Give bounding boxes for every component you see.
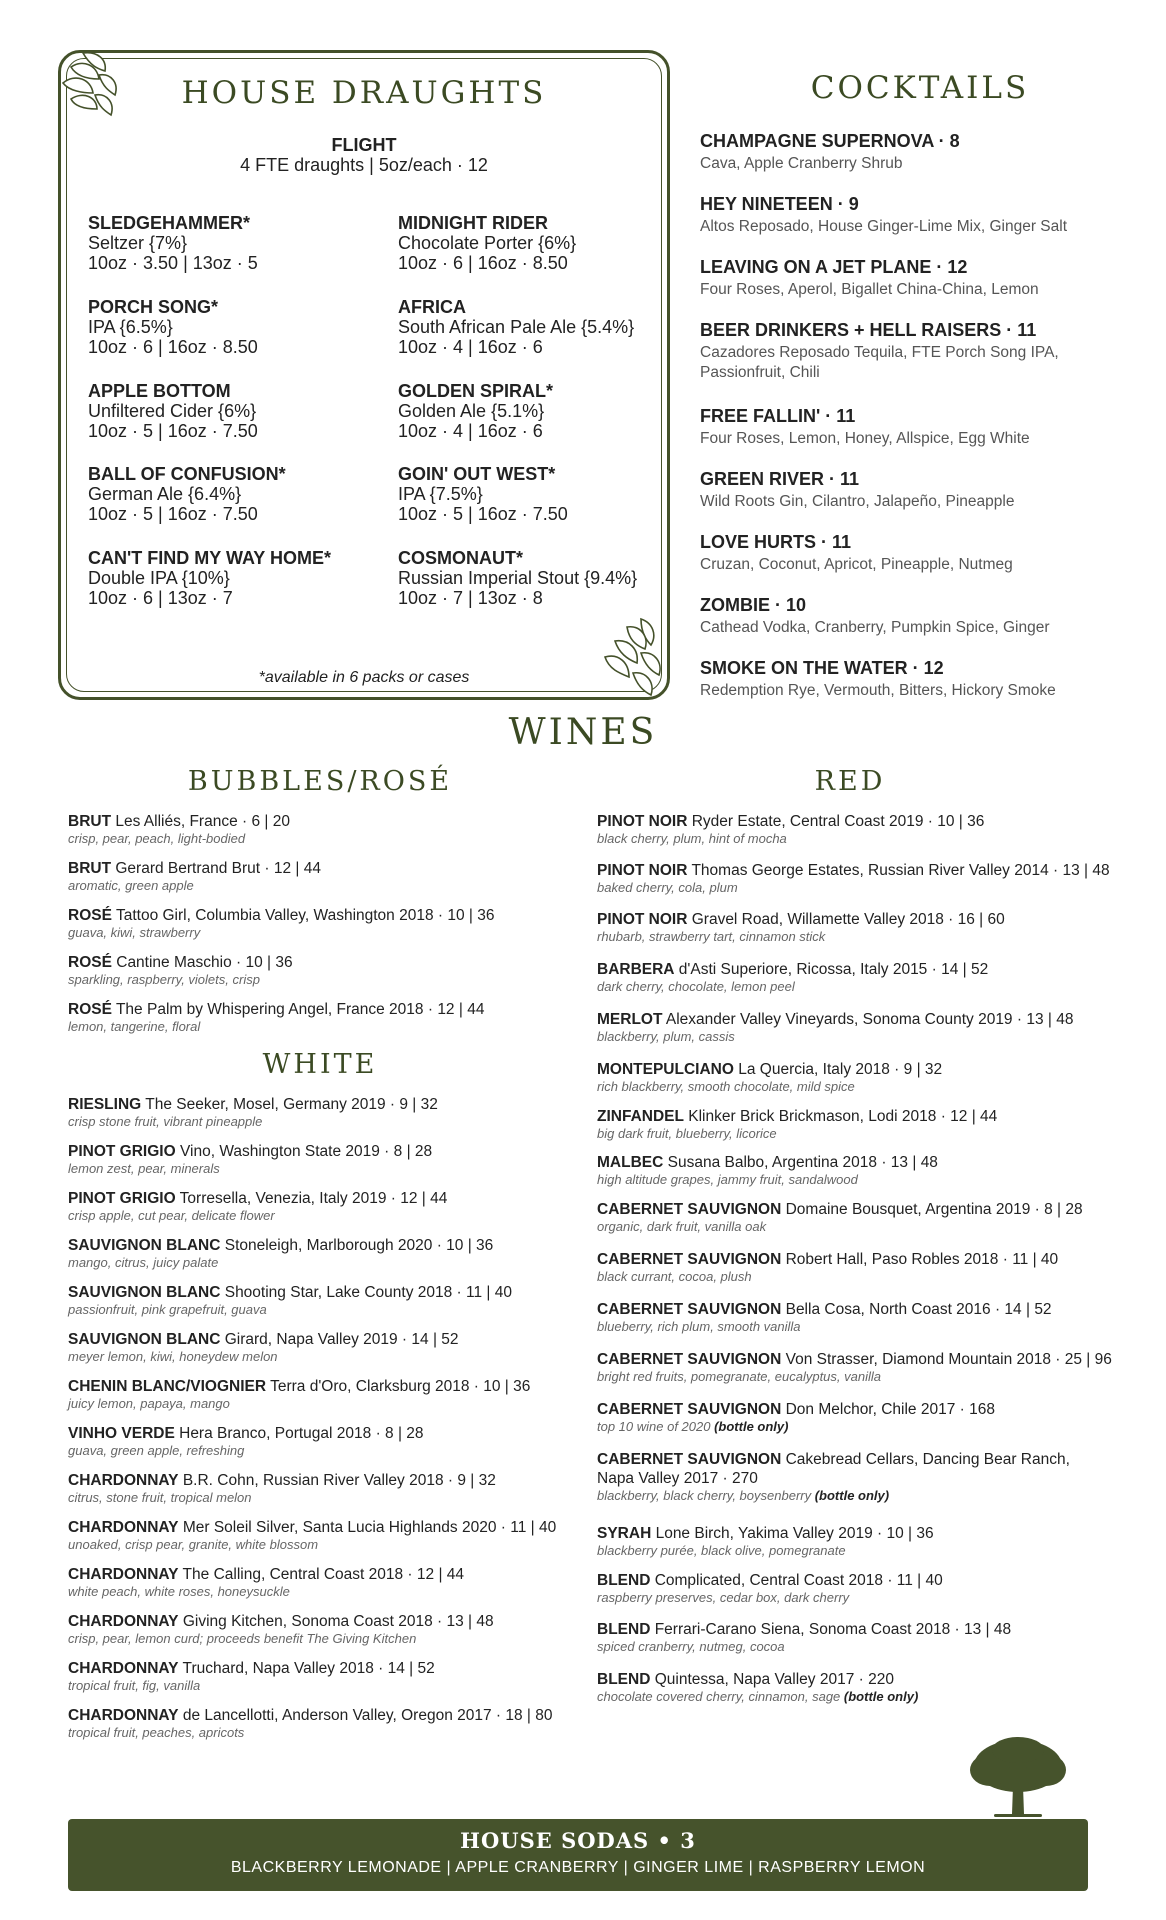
cocktail-desc: Four Roses, Aperol, Bigallet China-China, Lemon (700, 281, 1039, 298)
beer-style: Golden Ale {5.1%} (398, 401, 545, 421)
wine-item (597, 1250, 1117, 1285)
wine-notes: blackberry, plum, cassis (597, 1029, 735, 1044)
wine-name: CHARDONNAY Mer Soleil Silver, Santa Lucia Highlands 2020 · 11 | 40 (68, 1519, 557, 1536)
wine-notes: lemon zest, pear, minerals (68, 1161, 220, 1176)
beer-name: COSMONAUT* (398, 548, 523, 568)
beer-item (88, 464, 358, 524)
beer-price: 10oz · 6 | 16oz · 8.50 (88, 337, 258, 357)
beer-price: 10oz · 6 | 13oz · 7 (88, 588, 233, 608)
cocktail-desc: Cruzan, Coconut, Apricot, Pineapple, Nutmeg (700, 556, 1013, 573)
beer-item (88, 381, 358, 441)
wine-notes: aromatic, green apple (68, 878, 194, 893)
wine-notes: organic, dark fruit, vanilla oak (597, 1219, 767, 1234)
cocktail-desc: Cathead Vodka, Cranberry, Pumpkin Spice, Ginger (700, 619, 1050, 636)
wine-notes: guava, kiwi, strawberry (68, 925, 201, 940)
beer-name: GOLDEN SPIRAL* (398, 381, 554, 401)
beer-item (88, 548, 388, 608)
wine-notes: rhubarb, strawberry tart, cinnamon stick (597, 929, 826, 944)
house-sodas-title: HOUSE SODAS • 3 (460, 1828, 696, 1853)
beer-price: 10oz · 5 | 16oz · 7.50 (88, 421, 258, 441)
cocktail-name: LEAVING ON A JET PLANE · 12 (700, 257, 968, 277)
wine-item (68, 1659, 588, 1694)
cocktail-desc: Redemption Rye, Vermouth, Bitters, Hickory Smoke (700, 682, 1056, 699)
cocktail-item (700, 319, 1145, 383)
wine-item (597, 1670, 1117, 1705)
cocktail-desc: Altos Reposado, House Ginger-Lime Mix, Ginger Salt (700, 218, 1067, 235)
cocktail-desc: Four Roses, Lemon, Honey, Allspice, Egg White (700, 430, 1030, 447)
beer-style: Chocolate Porter {6%} (398, 233, 577, 253)
wine-item (597, 1620, 1117, 1655)
beer-name: PORCH SONG* (88, 297, 219, 317)
wine-item (597, 1524, 1117, 1559)
wine-name-continued: Napa Valley 2017 · 270 (597, 1470, 758, 1487)
flight-info (61, 135, 667, 175)
wine-name: SAUVIGNON BLANC Shooting Star, Lake County 2018 · 11 | 40 (68, 1284, 512, 1301)
wine-item (597, 812, 1117, 847)
cocktail-name: ZOMBIE · 10 (700, 595, 807, 615)
wine-notes: bright red fruits, pomegranate, eucalyptus, vanilla (597, 1369, 881, 1384)
wine-item (68, 812, 588, 847)
wine-name: PINOT NOIR Ryder Estate, Central Coast 2019 · 10 | 36 (597, 813, 985, 830)
wine-name: SAUVIGNON BLANC Stoneleigh, Marlborough 2020 · 10 | 36 (68, 1237, 494, 1254)
beer-price: 10oz · 5 | 16oz · 7.50 (88, 504, 258, 524)
wine-name: ROSÉ The Palm by Whispering Angel, France 2018 · 12 | 44 (68, 1001, 485, 1018)
wine-notes: citrus, stone fruit, tropical melon (68, 1490, 252, 1505)
cocktail-desc: Wild Roots Gin, Cilantro, Jalapeño, Pineapple (700, 493, 1015, 510)
hop-cone-icon (591, 613, 671, 703)
wine-item (68, 1236, 588, 1271)
beer-name: BALL OF CONFUSION* (88, 464, 286, 484)
flight-detail: 4 FTE draughts | 5oz/each · 12 (240, 155, 488, 175)
wine-name: BRUT Les Alliés, France · 6 | 20 (68, 813, 290, 830)
beer-item (398, 381, 668, 441)
house-sodas-list: BLACKBERRY LEMONADE | APPLE CRANBERRY | GINGER LIME | RASPBERRY LEMON (230, 1859, 926, 1876)
wine-name: SAUVIGNON BLANC Girard, Napa Valley 2019 · 14 | 52 (68, 1331, 459, 1348)
wine-notes: raspberry preserves, cedar box, dark cherry (597, 1590, 850, 1605)
wine-item (597, 1060, 1117, 1095)
wine-name: PINOT GRIGIO Vino, Washington State 2019 · 8 | 28 (68, 1143, 433, 1160)
wine-name: CHARDONNAY de Lancellotti, Anderson Valley, Oregon 2017 · 18 | 80 (68, 1707, 553, 1724)
wine-item (597, 910, 1117, 945)
wine-notes: baked cherry, cola, plum (597, 880, 738, 895)
wine-notes: meyer lemon, kiwi, honeydew melon (68, 1349, 278, 1364)
wine-name: BLEND Quintessa, Napa Valley 2017 · 220 (597, 1671, 894, 1688)
beer-item (398, 213, 668, 273)
wine-name: CHARDONNAY B.R. Cohn, Russian River Valley 2018 · 9 | 32 (68, 1472, 496, 1489)
bottle-only-note: (bottle only) (714, 1419, 789, 1434)
wine-notes: mango, citrus, juicy palate (68, 1255, 219, 1270)
wine-name: BARBERA d'Asti Superiore, Ricossa, Italy 2015 · 14 | 52 (597, 961, 989, 978)
beer-item (398, 297, 668, 357)
wine-item (68, 1471, 588, 1506)
wine-notes: crisp, pear, lemon curd; proceeds benefit The Giving Kitchen (68, 1631, 417, 1646)
wine-name: PINOT GRIGIO Torresella, Venezia, Italy 2019 · 12 | 44 (68, 1190, 448, 1207)
wine-name: CABERNET SAUVIGNON Von Strasser, Diamond Mountain 2018 · 25 | 96 (597, 1351, 1112, 1368)
cocktail-item (700, 657, 1145, 701)
wine-name: ROSÉ Tattoo Girl, Columbia Valley, Washington 2018 · 10 | 36 (68, 907, 495, 924)
beer-price: 10oz · 3.50 | 13oz · 5 (88, 253, 258, 273)
wine-name: BRUT Gerard Bertrand Brut · 12 | 44 (68, 860, 321, 877)
draughts-footnote: *available in 6 packs or cases (258, 669, 470, 686)
wine-name: PINOT NOIR Gravel Road, Willamette Valley 2018 · 16 | 60 (597, 911, 1005, 928)
wine-item (68, 1424, 588, 1459)
wine-item (597, 1350, 1117, 1385)
wine-notes: black currant, cocoa, plush (597, 1269, 752, 1284)
wine-notes: chocolate covered cherry, cinnamon, sage (bottle only) (597, 1689, 919, 1704)
wine-item (68, 953, 588, 988)
bottle-only-note: (bottle only) (843, 1689, 919, 1704)
cocktail-name: CHAMPAGNE SUPERNOVA · 8 (700, 131, 960, 151)
wine-item (68, 1330, 588, 1365)
beer-item (398, 548, 668, 608)
wine-name: CABERNET SAUVIGNON Robert Hall, Paso Robles 2018 · 11 | 40 (597, 1251, 1059, 1268)
cocktail-item (700, 531, 1145, 575)
wine-name: CHARDONNAY Giving Kitchen, Sonoma Coast 2018 · 13 | 48 (68, 1613, 494, 1630)
beer-name: AFRICA (398, 297, 466, 317)
beer-price: 10oz · 4 | 16oz · 6 (398, 337, 543, 357)
beer-style: IPA {7.5%} (398, 484, 483, 504)
beer-style: German Ale {6.4%} (88, 484, 242, 504)
wine-item (597, 1300, 1117, 1335)
wine-notes: blueberry, rich plum, smooth vanilla (597, 1319, 801, 1334)
wine-item (597, 1571, 1117, 1606)
wine-item (597, 960, 1117, 995)
beer-style: Unfiltered Cider {6%} (88, 401, 257, 421)
wine-notes: dark cherry, chocolate, lemon peel (597, 979, 795, 994)
oak-tree-icon (968, 1736, 1068, 1822)
wine-notes: guava, green apple, refreshing (68, 1443, 245, 1458)
wine-notes: high altitude grapes, jammy fruit, sandalwood (597, 1172, 858, 1187)
house-sodas-banner (68, 1819, 1088, 1891)
wine-notes: big dark fruit, blueberry, licorice (597, 1126, 777, 1141)
wine-notes: spiced cranberry, nutmeg, cocoa (597, 1639, 785, 1654)
wine-name: CABERNET SAUVIGNON Bella Cosa, North Coast 2016 · 14 | 52 (597, 1301, 1052, 1318)
wine-notes: sparkling, raspberry, violets, crisp (68, 972, 260, 987)
wine-notes: top 10 wine of 2020 (bottle only) (597, 1419, 789, 1434)
wine-notes: unoaked, crisp pear, granite, white blossom (68, 1537, 319, 1552)
wines-title: WINES (508, 712, 658, 753)
cocktail-item (700, 256, 1145, 300)
wine-notes: blackberry, black cherry, boysenberry (bottle only) (597, 1488, 890, 1503)
wine-name: VINHO VERDE Hera Branco, Portugal 2018 · 8 | 28 (68, 1425, 424, 1442)
beer-item (88, 213, 358, 273)
wine-name: MONTEPULCIANO La Quercia, Italy 2018 · 9 | 32 (597, 1061, 943, 1078)
wine-item (597, 1450, 1117, 1504)
cocktail-item (700, 594, 1145, 638)
cocktail-name: SMOKE ON THE WATER · 12 (700, 658, 944, 678)
bubbles-rose-title: BUBBLES/ROSÉ (187, 766, 453, 797)
wine-notes: crisp apple, cut pear, delicate flower (68, 1208, 275, 1223)
beer-price: 10oz · 4 | 16oz · 6 (398, 421, 543, 441)
wine-name: CHARDONNAY Truchard, Napa Valley 2018 · 14 | 52 (68, 1660, 435, 1677)
wine-item (68, 1095, 588, 1130)
wine-notes: lemon, tangerine, floral (68, 1019, 201, 1034)
wine-name: ROSÉ Cantine Maschio · 10 | 36 (68, 954, 293, 971)
wine-name: PINOT NOIR Thomas George Estates, Russian River Valley 2014 · 13 | 48 (597, 862, 1110, 879)
wine-name: RIESLING The Seeker, Mosel, Germany 2019 · 9 | 32 (68, 1096, 438, 1113)
wine-name: CABERNET SAUVIGNON Cakebread Cellars, Dancing Bear Ranch, (597, 1451, 1070, 1468)
wine-item (597, 1153, 1117, 1188)
wine-notes: black cherry, plum, hint of mocha (597, 831, 787, 846)
cocktail-item (700, 468, 1145, 512)
cocktail-desc: Cava, Apple Cranberry Shrub (700, 155, 903, 172)
hop-cone-icon (53, 45, 123, 125)
wine-item (68, 906, 588, 941)
wine-item (597, 1400, 1117, 1435)
cocktail-item (700, 130, 1145, 174)
cocktail-desc: Cazadores Reposado Tequila, FTE Porch Song IPA, Passionfruit, Chili (700, 344, 1059, 381)
wine-item (68, 1283, 588, 1318)
cocktail-name: HEY NINETEEN · 9 (700, 194, 859, 214)
wine-notes: white peach, white roses, honeysuckle (68, 1584, 290, 1599)
beer-price: 10oz · 5 | 16oz · 7.50 (398, 504, 568, 524)
wine-name: SYRAH Lone Birch, Yakima Valley 2019 · 10 | 36 (597, 1525, 934, 1542)
beer-style: Double IPA {10%} (88, 568, 230, 588)
house-draughts-panel (58, 50, 670, 700)
wine-notes: tropical fruit, fig, vanilla (68, 1678, 201, 1693)
wine-notes: blackberry purée, black olive, pomegranate (597, 1543, 846, 1558)
wine-item (68, 1518, 588, 1553)
cocktails-title: COCKTAILS (810, 70, 1030, 106)
flight-title: FLIGHT (331, 135, 397, 155)
beer-name: GOIN' OUT WEST* (398, 464, 556, 484)
beer-item (398, 464, 668, 524)
red-wine-title: RED (814, 766, 886, 797)
wine-notes: passionfruit, pink grapefruit, guava (68, 1302, 267, 1317)
cocktail-name: GREEN RIVER · 11 (700, 469, 860, 489)
beer-price: 10oz · 6 | 16oz · 8.50 (398, 253, 568, 273)
wine-notes: crisp, pear, peach, light-bodied (68, 831, 246, 846)
white-wine-title: WHITE (262, 1049, 378, 1080)
cocktail-item (700, 193, 1145, 237)
wine-item (68, 1706, 588, 1741)
wine-item (597, 1107, 1117, 1142)
wine-name: CABERNET SAUVIGNON Domaine Bousquet, Argentina 2019 · 8 | 28 (597, 1201, 1083, 1218)
beer-name: CAN'T FIND MY WAY HOME* (88, 548, 331, 568)
wine-name: MERLOT Alexander Valley Vineyards, Sonoma County 2019 · 13 | 48 (597, 1011, 1074, 1028)
wine-name: ZINFANDEL Klinker Brick Brickmason, Lodi 2018 · 12 | 44 (597, 1108, 998, 1125)
wine-name: BLEND Ferrari-Carano Siena, Sonoma Coast 2018 · 13 | 48 (597, 1621, 1012, 1638)
beer-name: APPLE BOTTOM (88, 381, 231, 401)
wine-item (597, 1010, 1117, 1045)
wine-name: CHARDONNAY The Calling, Central Coast 2018 · 12 | 44 (68, 1566, 465, 1583)
bottle-only-note: (bottle only) (814, 1488, 890, 1503)
beer-style: Russian Imperial Stout {9.4%} (398, 568, 638, 588)
wine-item (68, 1000, 588, 1035)
wine-name: BLEND Complicated, Central Coast 2018 · 11 | 40 (597, 1572, 943, 1589)
beer-style: IPA {6.5%} (88, 317, 173, 337)
wine-item (68, 1142, 588, 1177)
cocktail-name: BEER DRINKERS + HELL RAISERS · 11 (700, 320, 1037, 340)
wine-item (68, 1565, 588, 1600)
house-draughts-title: HOUSE DRAUGHTS (181, 75, 547, 111)
wine-item (68, 859, 588, 894)
wine-notes: crisp stone fruit, vibrant pineapple (68, 1114, 263, 1129)
wine-item (68, 1612, 588, 1647)
wine-notes: tropical fruit, peaches, apricots (68, 1725, 245, 1740)
cocktail-name: FREE FALLIN' · 11 (700, 406, 856, 426)
beer-style: Seltzer {7%} (88, 233, 188, 253)
beer-item (88, 297, 358, 357)
wine-notes: rich blackberry, smooth chocolate, mild spice (597, 1079, 855, 1094)
wine-notes: juicy lemon, papaya, mango (68, 1396, 230, 1411)
beer-name: SLEDGEHAMMER* (88, 213, 251, 233)
cocktail-item (700, 405, 1145, 449)
wine-item (68, 1189, 588, 1224)
wine-item (597, 861, 1117, 896)
beer-style: South African Pale Ale {5.4%} (398, 317, 635, 337)
beer-name: MIDNIGHT RIDER (398, 213, 548, 233)
wine-name: CHENIN BLANC/VIOGNIER Terra d'Oro, Clarksburg 2018 · 10 | 36 (68, 1378, 531, 1395)
wine-item (68, 1377, 588, 1412)
wine-item (597, 1200, 1117, 1235)
cocktail-name: LOVE HURTS · 11 (700, 532, 852, 552)
beer-price: 10oz · 7 | 13oz · 8 (398, 588, 543, 608)
wine-name: CABERNET SAUVIGNON Don Melchor, Chile 2017 · 168 (597, 1401, 995, 1418)
wine-name: MALBEC Susana Balbo, Argentina 2018 · 13 | 48 (597, 1154, 938, 1171)
